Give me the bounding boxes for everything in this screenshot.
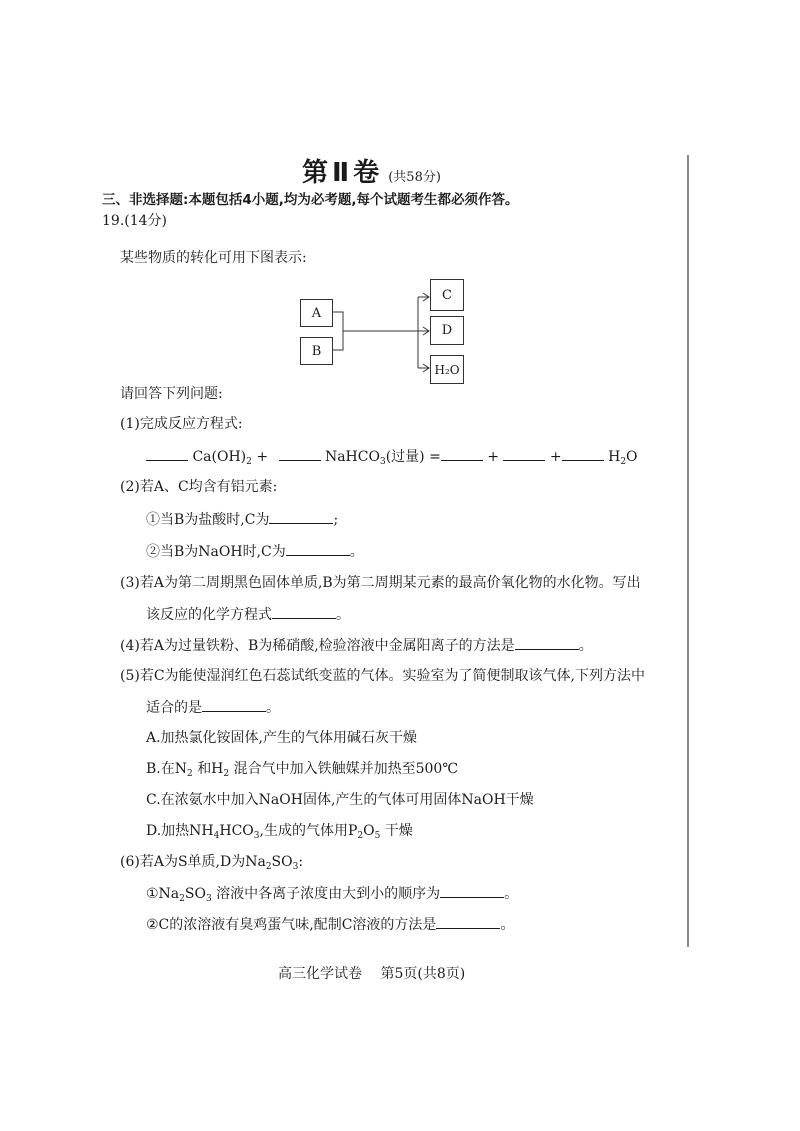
- section-title: [302, 152, 441, 189]
- eq-plus: +: [549, 449, 562, 465]
- part-4: [120, 636, 593, 655]
- eq-h: H: [608, 449, 621, 465]
- part-1-equation: [146, 447, 638, 466]
- part-3-text: 该反应的化学方程式: [146, 607, 272, 623]
- punct: 。: [578, 638, 593, 654]
- text: O: [363, 823, 375, 839]
- sub: 4: [213, 831, 220, 841]
- diagram-box-h2o: [430, 355, 464, 384]
- text: 混合气中加入铁触媒并加热至500℃: [233, 761, 458, 777]
- text: SO: [271, 854, 293, 870]
- text: :: [298, 854, 304, 870]
- footer-subject: 高三化学试卷: [278, 966, 362, 982]
- text: 干燥: [384, 823, 413, 839]
- answer-blank[interactable]: [441, 447, 483, 461]
- part-5-line2: [146, 698, 280, 717]
- text: SO: [184, 886, 206, 902]
- part-5-option-a: A.加热氯化铵固体,产生的气体用碱石灰干燥: [146, 730, 418, 746]
- sub: 2: [265, 862, 272, 872]
- answer-blank[interactable]: [279, 447, 321, 461]
- diagram-label-a: A: [311, 305, 322, 321]
- sub: 2: [223, 769, 230, 779]
- section-title-note: (共58分): [388, 170, 441, 185]
- part-5-line1: (5)若C为能使湿润红色石蕊试纸变蓝的气体。实验室为了简便制取该气体,下列方法中: [120, 668, 645, 684]
- punct: 。: [336, 607, 350, 623]
- part-5-text: 适合的是: [146, 700, 202, 716]
- punct: 。: [266, 700, 280, 716]
- diagram-label-h2o: H₂O: [434, 362, 460, 377]
- part-3-line1: (3)若A为第二周期黑色固体单质,B为第二周期某元素的最高价氧化物的水化物。写出: [120, 575, 641, 591]
- diagram-label-c: C: [442, 287, 452, 303]
- answer-blank[interactable]: [146, 447, 188, 461]
- answer-blank[interactable]: [503, 447, 545, 461]
- sub: 3: [253, 831, 260, 841]
- answer-blank[interactable]: [562, 447, 604, 461]
- sub: 2: [179, 894, 185, 904]
- text: B.在N: [146, 761, 187, 777]
- eq-sub: 2: [620, 457, 627, 467]
- section-title-main: 第Ⅱ卷: [302, 158, 384, 188]
- punct: 。: [500, 917, 515, 933]
- text: HCO: [219, 823, 254, 839]
- sub: 2: [187, 769, 193, 779]
- eq-sub: 2: [246, 457, 252, 467]
- answer-blank[interactable]: [272, 605, 336, 619]
- punct: 。: [349, 544, 364, 560]
- text: ,生成的气体用P: [259, 823, 358, 839]
- eq-o: O: [626, 449, 638, 465]
- diagram-label-d: D: [441, 323, 453, 338]
- text: 和H: [197, 761, 224, 777]
- diagram-arrows: [330, 290, 435, 380]
- part-3-line2: [146, 605, 350, 624]
- part-5-option-c: C.在浓氨水中加入NaOH固体,产生的气体可用固体NaOH干燥: [146, 792, 534, 808]
- reactant-bracket: [332, 312, 343, 350]
- answer-blank[interactable]: [286, 542, 350, 556]
- part-2-ii: [146, 542, 364, 561]
- part-5-option-b: [146, 760, 458, 778]
- answer-blank[interactable]: [515, 636, 579, 650]
- question-number: 19.(14分): [102, 213, 168, 229]
- part-2-i: [146, 510, 338, 529]
- diagram-box-b: [300, 337, 333, 365]
- footer-page: 第5页(共8页): [380, 966, 466, 982]
- diagram-box-d: [430, 316, 464, 345]
- part-2-label: (2)若A、C均含有铝元素:: [120, 479, 278, 495]
- text: ②C的浓溶液有臭鸡蛋气味,配制C溶液的方法是: [146, 917, 437, 933]
- diagram-box-a: [300, 299, 333, 327]
- text: D.加热NH: [146, 823, 214, 839]
- eq-ca-oh: Ca(OH): [192, 449, 247, 465]
- text: ①Na: [146, 886, 180, 902]
- punct: 。: [504, 886, 519, 902]
- part-2-i-text: ①当B为盐酸时,C为: [146, 512, 270, 528]
- answer-blank[interactable]: [436, 915, 500, 929]
- sub: 3: [205, 894, 212, 904]
- text: (6)若A为S单质,D为Na: [120, 854, 266, 870]
- question-intro: 某些物质的转化可用下图表示:: [120, 250, 307, 266]
- eq-plus: +: [256, 449, 269, 465]
- text: 溶液中各离子浓度由大到小的顺序为: [216, 886, 441, 902]
- diagram-box-c: [430, 279, 464, 311]
- eq-plus: +: [487, 449, 499, 465]
- margin-line: [687, 155, 689, 947]
- part-6-ii: [146, 915, 514, 934]
- eq-sub: 3: [379, 457, 386, 467]
- page-footer: [278, 963, 465, 983]
- eq-nahco3: NaHCO: [324, 449, 380, 465]
- eq-equals: =: [429, 449, 441, 465]
- part-4-text: (4)若A为过量铁粉、B为稀硝酸,检验溶液中金属阳离子的方法是: [120, 638, 515, 654]
- eq-excess: (过量): [385, 449, 425, 465]
- diagram-label-b: B: [311, 343, 322, 359]
- punct: ;: [333, 512, 339, 528]
- answer-blank[interactable]: [202, 698, 266, 712]
- part-1-label: (1)完成反应方程式:: [120, 416, 243, 432]
- answer-blank[interactable]: [269, 510, 333, 524]
- part-5-option-d: [146, 822, 413, 840]
- part-2-ii-text: ②当B为NaOH时,C为: [146, 544, 286, 560]
- part-6-i: [146, 884, 518, 903]
- sub: 2: [357, 831, 364, 841]
- section-instruction: 三、非选择题:本题包括4小题,均为必考题,每个试题考生都必须作答。: [102, 192, 519, 208]
- sub: 5: [374, 831, 381, 841]
- question-prompt: 请回答下列问题:: [120, 386, 223, 402]
- sub: 3: [292, 862, 299, 872]
- answer-blank[interactable]: [440, 884, 504, 898]
- part-6-label: [120, 853, 303, 871]
